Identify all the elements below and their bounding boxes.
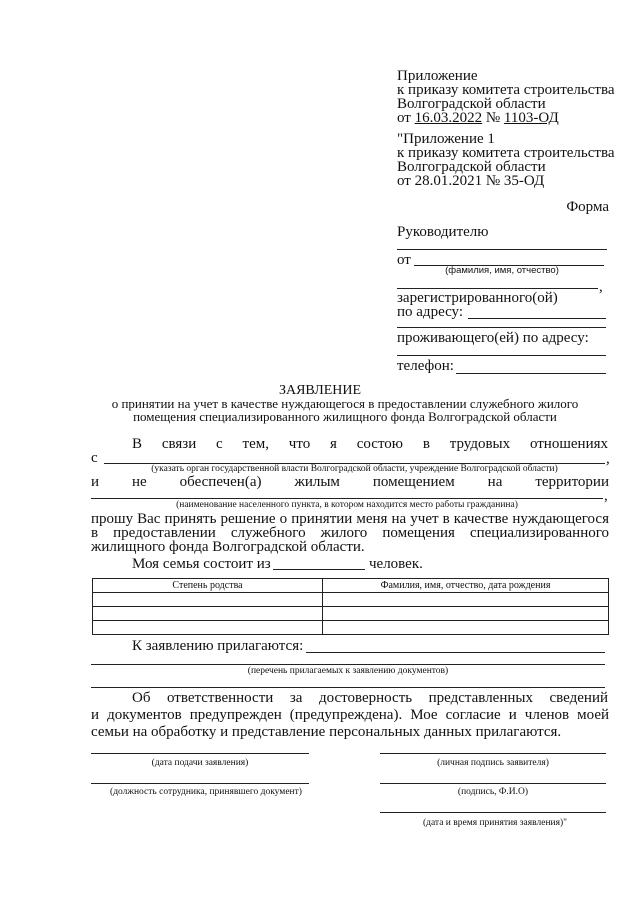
table-header-name: Фамилия, имя, отчество, дата рождения [323,579,609,593]
family-size-suffix: человек. [369,556,423,572]
phone-label: телефон: [397,358,454,374]
table-cell[interactable] [93,593,323,607]
request-text: в предоставлении служебного жилого помещения специализированного [91,525,609,541]
employer-hint: (указать орган государственной власти Волгоградской области, учреждение Волгоградской области) [151,464,558,474]
appendix-no-sign: № [485,110,501,126]
appendix-date: 16.03.2022 [414,110,483,126]
form-label: Форма [566,199,609,215]
document-subtitle: о принятии на учет в качестве нуждающегося в предоставлении служебного жилого [111,396,579,411]
registered-address-line[interactable] [468,318,606,319]
staff-signature-hint: (подпись, Ф.И.О) [457,787,529,797]
appendix-line: Волгоградской области [397,96,546,112]
locality-hint: (наименование населенного пункта, в котором находится место работы гражданина) [176,500,518,510]
request-text: жилищного фонда Волгоградской области. [91,539,365,555]
prev-appendix-line: к приказу комитета строительства [397,145,615,161]
addressee-from: от [397,252,411,268]
registered-label: зарегистрированного(ой) [397,290,558,306]
comma: , [604,488,608,504]
prev-appendix-line: Волгоградской области [397,159,546,175]
prev-appendix-title: "Приложение 1 [397,131,495,147]
from-hint: (фамилия, имя, отчество) [445,265,559,276]
table-row [93,593,609,607]
staff-position-line[interactable] [91,783,309,784]
document-subtitle: помещения специализированного жилищного фонда Волгоградской области [133,409,557,424]
attachments-hint: (перечень прилагаемых к заявлению документов) [247,666,449,676]
addressee-name-line[interactable] [397,249,607,250]
acceptance-datetime-hint: (дата и время принятия заявления)" [422,818,568,828]
prev-appendix-line: от 28.01.2021 № 35-ОД [397,173,545,189]
attachments-line-2[interactable] [91,664,605,665]
family-table [92,578,609,635]
date-submitted-hint: (дата подачи заявления) [151,758,249,768]
family-size-prefix: Моя семья состоит из [132,556,271,572]
responsibility-text: семьи на обработку и представление персональных данных прилагаются. [91,724,562,740]
registered-address-line-2[interactable] [397,327,606,328]
from-extra-line[interactable] [397,288,598,289]
comma: , [606,451,610,467]
residing-label: проживающего(ей) по адресу: [397,330,589,346]
paragraph-c: с [91,450,98,466]
paragraph-employment: В связи с тем, что я состою в трудовых отношениях [132,436,608,452]
address-label: по адресу: [397,304,464,320]
applicant-signature-line[interactable] [380,753,606,754]
appendix-prefix: от [397,110,411,126]
request-text: прошу Вас принять решение о принятии меня на учет в качестве нуждающегося [91,511,609,527]
responsibility-text: Об ответственности за достоверность представленных сведений [132,690,608,706]
table-cell[interactable] [323,593,609,607]
applicant-signature-hint: (личная подпись заявителя) [437,758,549,768]
appendix-date-line [397,110,559,126]
phone-line[interactable] [456,373,606,374]
residing-address-line[interactable] [397,355,606,356]
table-row [93,621,609,635]
family-size-line[interactable] [273,569,365,570]
locality-line[interactable] [91,498,603,499]
acceptance-datetime-line[interactable] [380,812,606,813]
attachments-line-3[interactable] [91,687,605,688]
table-cell[interactable] [323,607,609,621]
appendix-title: Приложение [397,68,478,84]
date-submitted-line[interactable] [91,753,309,754]
table-row [93,607,609,621]
staff-signature-line[interactable] [380,783,606,784]
table-header-row [93,579,609,593]
addressee-to: Руководителю [397,224,489,240]
staff-position-hint: (должность сотрудника, принявшего документ) [110,787,302,797]
appendix-line: к приказу комитета строительства [397,82,615,98]
table-cell[interactable] [93,607,323,621]
attachments-label: К заявлению прилагаются: [132,638,304,654]
attachments-line[interactable] [306,652,605,653]
table-header-relation: Степень родства [93,579,323,593]
table-cell[interactable] [93,621,323,635]
comma: , [599,279,603,295]
document-title: ЗАЯВЛЕНИЕ [278,383,362,398]
table-cell[interactable] [323,621,609,635]
paragraph-housing: и не обеспечен(а) жилым помещением на территории [91,474,609,490]
responsibility-text: и документов предупрежден (предупреждена). Мое согласие и членов моей [91,707,609,723]
appendix-number: 1103-ОД [503,110,559,126]
